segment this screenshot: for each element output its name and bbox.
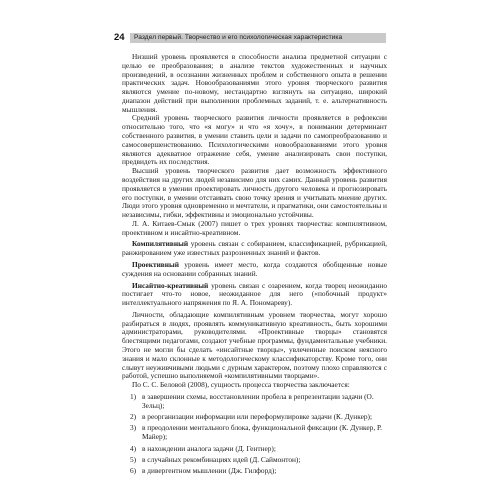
paragraph-text: По С. С. Беловой (2008), сущность процесса творчества заключается: [132,380,350,390]
list-item-number: 5) [130,454,137,464]
paragraph-text: Низший уровень проявляется в способности анализа предметной ситуации с целью ее преобразования; в анализе текстов художественных и научных произведений, в осознании жизненных проблем и собственного опыта в решении практических задач. Новообразованиями этого уровня творческого развития являются умение по-новому, нестандартно взглянуть на ситуацию, широкий диапазон действий при выполнении проблемных заданий, т. е. альтернативность мышления. [122,52,387,114]
page-number: 24 [114,32,125,43]
paragraph [122,53,387,114]
list-item-text: в преодолении ментального блока, функциональной фиксации (К. Дункер, Р. Майер); [142,423,383,442]
list-item [122,467,387,476]
list-item-number: 4) [130,443,137,453]
page-header [114,31,386,44]
paragraph-text: Высший уровень творческого развития дает возможность эффективного воздействия на других людей независимо для них самих. Данный уровень развития проявляется в умении проектировать личность другого человека и прогнозировать его поступки, в умении отстаивать свою точку зрения и учитывать мнение других. Люди этого уровня одновременно и мечтатели, и прагматики, они самостоятельны и независимы, гибки, эффективны и эмоционально устойчивы. [122,166,387,220]
paragraph [122,381,387,390]
list-item-text: в завершении схемы, восстановлении пробела в репрезентации задачи (О. Зельц); [142,391,374,410]
running-header-bar [130,33,386,43]
paragraph [122,261,387,279]
term: Проективный [132,259,179,269]
body-text [122,53,387,479]
paragraph [122,282,387,308]
list-item [122,445,387,454]
paragraph [122,167,387,220]
list-item-text: в нахождении аналога задачи (Д. Гентнер); [142,443,276,453]
paragraph [122,220,387,238]
list-item [122,424,387,442]
list-item-text: в реорганизации информации или переформулировке задачи (К. Дункер); [142,412,373,422]
paragraph [122,114,387,167]
term: Инсайтно-креативный [132,280,209,290]
paragraph-text: уровень связан с озарением, когда творец неожиданно постигает что-то новое, неожиданное для него («побочный продукт» интеллектуального напряжения по Я. А. Пономареву). [122,280,387,308]
paragraph [122,311,387,381]
list-item-number: 6) [130,466,137,476]
paragraph-text: Л. А. Китаев-Смык (2007) пишет о трех уровнях творчества: компилятивном, проективном и инсайтно-креативном. [122,218,387,237]
list-item-text: в случайных рекомбинациях идей (Д. Саймонтон); [142,454,301,464]
list-item [122,456,387,465]
list-item-number: 2) [130,412,137,422]
list-item [122,393,387,411]
numbered-list [122,393,387,476]
paragraph-text: уровень связан с собиранием, классификацией, рубрикацией, ранжированием уже известных разрозненных знаний и фактов. [122,239,387,258]
paragraph-text: Личности, обладающие компилятивным уровнем творчества, могут хорошо разбираться в людях, проявлять коммуникативную креативность, быть хорошими администраторами, руководителями. «Проективные творцы» становятся блестящими педагогами, создают учебные программы, фундаментальные учебники. Этого не могли бы сделать «инсайтные творцы», увлеченные поиском неясного знания и мало склонные к методологическому классификаторству. Кроме того, они слывут неуживчивыми людьми с дурным характером, поэтому плохо справляются с работой, успешно выполняемой «компилятивными творцами». [122,309,387,381]
paragraphs [122,53,387,390]
list-item [122,413,387,422]
running-title: Раздел первый. Творчество и его психологическая характеристика [134,34,343,41]
list-item-number: 3) [130,423,137,433]
list-item-number: 1) [130,391,137,401]
paragraph [122,240,387,258]
term: Компилятивный [132,239,189,249]
paragraph-text: уровень имеет место, когда создаются обобщенные новые суждения на основании собранных знаний. [122,259,387,278]
list-item-text: в дивергентном мышлении (Дж. Гилфорд); [142,466,277,476]
paragraph-text: Средний уровень творческого развития личности проявляется в рефлексии относительно того, что «я могу» и что «я хочу», в понимании детерминант собственного развития, в умении ставить цели и задачи по самопреобразованию и самосовершенствованию. Психологическими новообразованиями этого уровня являются адекватное отражение себя, умение анализировать свои поступки, предвидеть их последствия. [122,113,387,167]
